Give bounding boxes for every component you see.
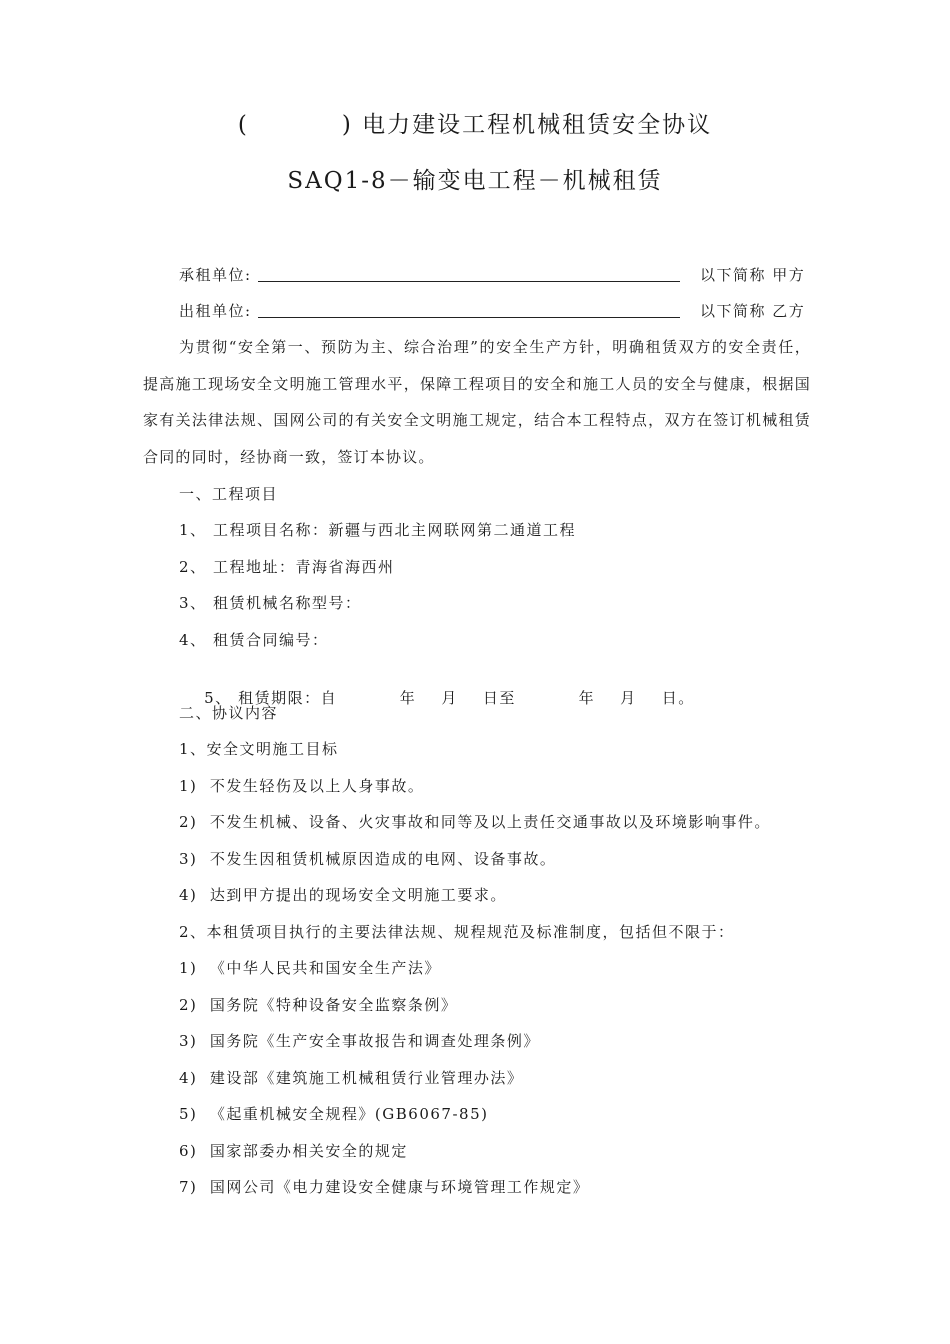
regulation-item: 4) 建设部《建筑施工机械租赁行业管理办法》	[179, 1069, 524, 1087]
project-item	[179, 592, 362, 614]
regulation-item: 1) 《中华人民共和国安全生产法》	[179, 959, 441, 977]
section1-heading: 一、工程项目	[179, 485, 279, 503]
lessor-label: 出租单位:	[179, 302, 252, 320]
goal-item: 1) 不发生轻伤及以上人身事故。	[179, 777, 425, 795]
item-number: 3、	[179, 594, 207, 612]
regulation-item: 5) 《起重机械安全规程》(GB6067-85)	[179, 1105, 489, 1123]
regulation-item: 2) 国务院《特种设备安全监察条例》	[179, 996, 458, 1014]
item-text: 工程项目名称：新疆与西北主网联网第二通道工程	[213, 521, 577, 539]
item-number: 1、	[179, 521, 207, 539]
document-subtitle: SAQ1-8－输变电工程－机械租赁	[287, 168, 663, 194]
regulations-heading: 2、本租赁项目执行的主要法律法规、规程规范及标准制度，包括但不限于：	[179, 923, 735, 941]
project-item	[179, 556, 395, 578]
item-text: 租赁机械名称型号：	[213, 594, 362, 612]
section2-heading: 二、协议内容	[179, 704, 279, 722]
item-text: 租赁合同编号：	[213, 631, 329, 649]
regulation-item: 7) 国网公司《电力建设安全健康与环境管理工作规定》	[179, 1178, 590, 1196]
regulation-item: 6) 国家部委办相关安全的规定	[179, 1142, 408, 1160]
lessor-suffix: 以下简称 乙方	[700, 302, 806, 320]
item-number: 4、	[179, 631, 207, 649]
goal-item: 3) 不发生因租赁机械原因造成的电网、设备事故。	[179, 850, 557, 868]
intro-paragraph: 为贯彻“安全第一、预防为主、综合治理”的安全生产方针，明确租赁双方的安全责任，提高施工现场安全文明施工管理水平，保障工程项目的安全和施工人员的安全与健康，根据国家有关法律法规、国网公司的有关安全文明施工规定，结合本工程特点，双方在签订机械租赁合同的同时，经协商一致，签订本协议。	[143, 338, 811, 466]
safety-goals-heading: 1、安全文明施工目标	[179, 740, 339, 758]
project-item	[179, 629, 329, 651]
item-text: 工程地址：青海省海西州	[213, 558, 395, 576]
document-title: ( ) 电力建设工程机械租赁安全协议	[237, 112, 713, 138]
project-item	[179, 519, 576, 541]
regulation-item: 3) 国务院《生产安全事故报告和调查处理条例》	[179, 1032, 540, 1050]
lessee-label: 承租单位:	[179, 266, 252, 284]
goal-item: 2) 不发生机械、设备、火灾事故和同等及以上责任交通事故以及环境影响事件。	[179, 813, 771, 831]
item-text: 租赁期限：自 年 月 日至 年 月 日。	[238, 689, 695, 707]
item-number: 2、	[179, 558, 207, 576]
lessee-suffix: 以下简称 甲方	[700, 266, 806, 284]
goal-item: 4) 达到甲方提出的现场安全文明施工要求。	[179, 886, 507, 904]
lessor-input-line	[258, 317, 680, 318]
lessee-input-line	[258, 281, 680, 282]
item-number: 5、	[204, 689, 232, 707]
